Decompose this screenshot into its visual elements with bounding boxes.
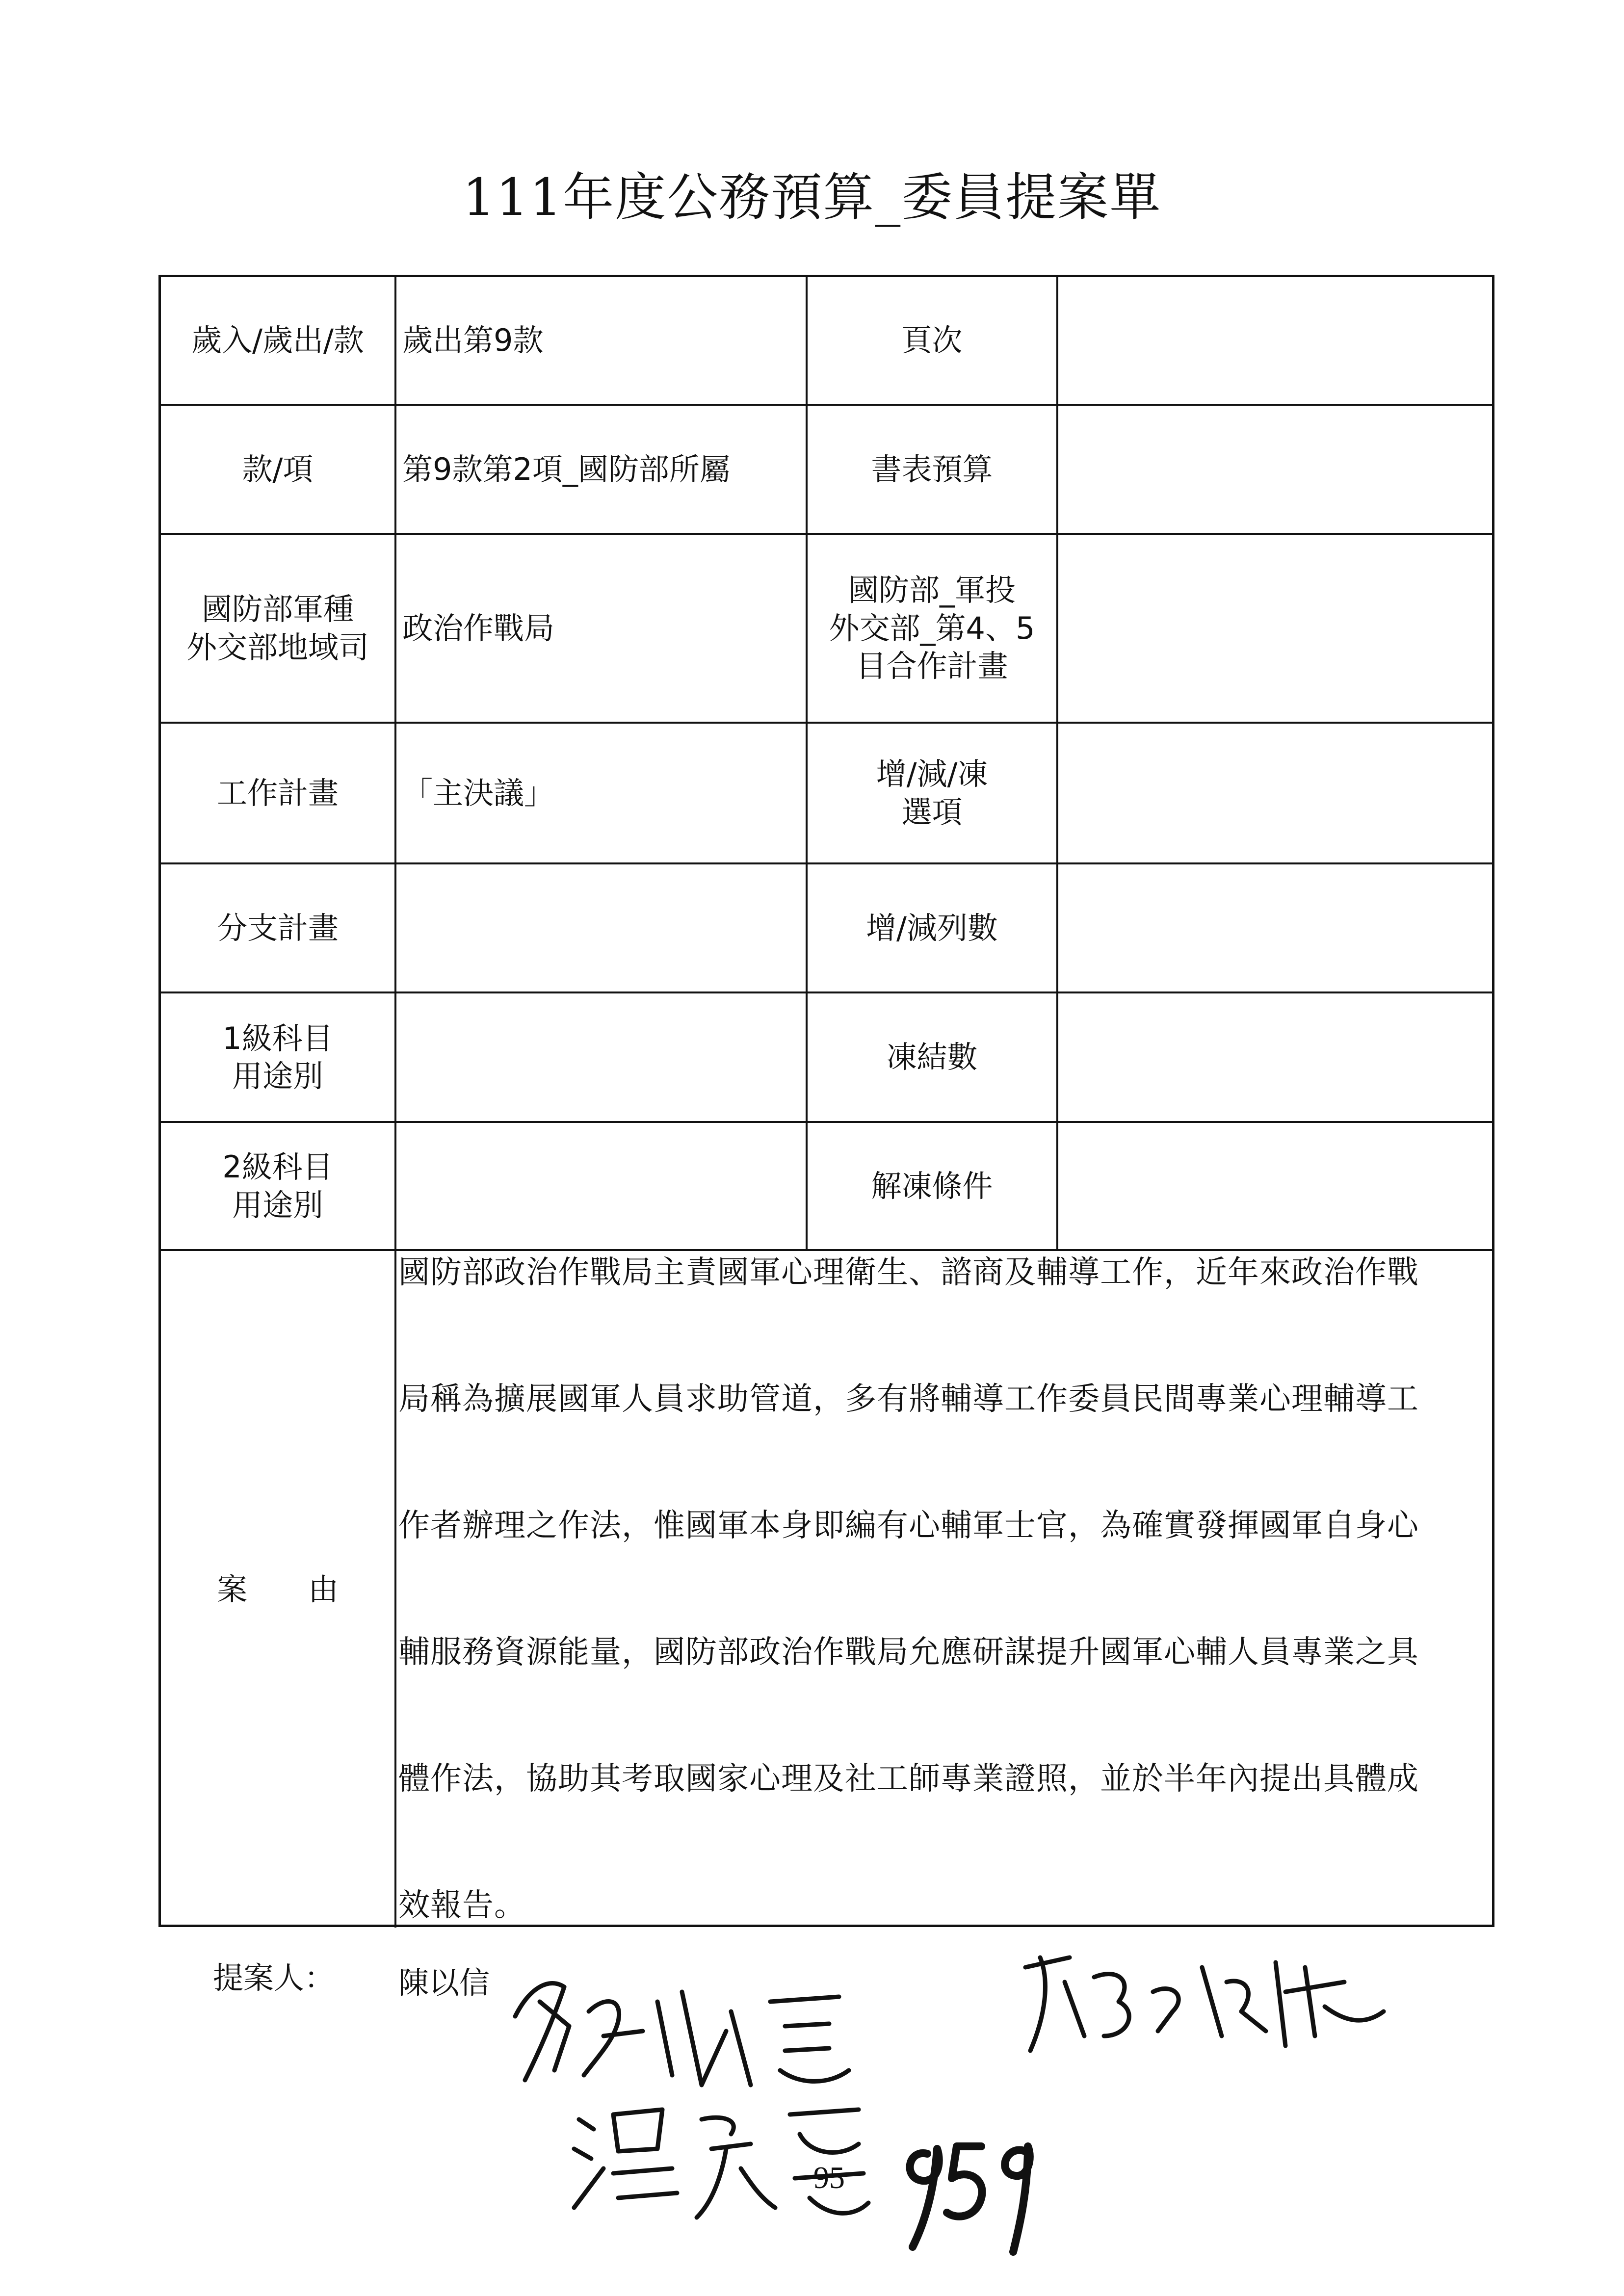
row-value-frozen-amount (1058, 993, 1494, 1121)
row-value-section-item: 第9款第2項_國防部所屬 (402, 451, 730, 487)
row-value-table-budget (1058, 406, 1494, 533)
row-label-sub-plan: 分支計畫 (216, 910, 339, 946)
row-value-service-branch: 政治作戰局 (402, 610, 555, 646)
proposer-label: 提案人： (213, 1960, 335, 1996)
reason-line: 輔服務資源能量，國防部政治作戰局允應研謀提升國軍心輔人員專業之具 (398, 1634, 1419, 1670)
row-label-level2-subject: 2級科目 用途別 (222, 1149, 333, 1223)
row-label-unfreeze-condition: 解凍條件 (871, 1168, 993, 1204)
row-value-military-investment (1058, 535, 1494, 722)
row-label-military-investment: 國防部_軍投 外交部_第4、5 目合作計畫 (829, 572, 1035, 684)
row-label-section-item: 款/項 (242, 451, 314, 487)
grid-line (394, 1249, 396, 1928)
row-label-budget-type: 歲入/歲出/款 (191, 322, 364, 359)
reason-line: 局稱為擴展國軍人員求助管道，多有將輔導工作委員民間專業心理輔導工 (398, 1381, 1419, 1417)
row-label-level1-subject: 1級科目 用途別 (222, 1020, 333, 1094)
reason-line: 效報告。 (398, 1887, 526, 1924)
row-value-level2-subject (396, 1123, 806, 1249)
row-value-work-plan: 「主決議」 (402, 775, 555, 811)
handwritten-signature (496, 1957, 898, 2105)
row-label-option: 增/減/凍 選項 (876, 756, 988, 830)
row-label-table-budget: 書表預算 (871, 451, 993, 487)
reason-line: 體作法，協助其考取國家心理及社工師專業證照，並於半年內提出具體成 (398, 1761, 1419, 1797)
handwritten-signature (564, 2085, 878, 2232)
row-value-page (1058, 277, 1494, 404)
row-label-frozen-amount: 凍結數 (886, 1039, 978, 1075)
handwritten-signature (1011, 1938, 1393, 2065)
document-title: 111年度公務預算_委員提案單 (462, 167, 1162, 227)
row-value-level1-subject (396, 993, 806, 1121)
handwritten-page-number (893, 2124, 1040, 2262)
row-label-page: 頁次 (901, 322, 963, 359)
reason-line: 國防部政治作戰局主責國軍心理衛生、諮商及輔導工作，近年來政治作戰 (398, 1254, 1419, 1291)
proposal-form-table (158, 275, 1494, 1927)
row-label-service-branch: 國防部軍種 外交部地域司 (186, 591, 369, 665)
reason-label: 案 由 (216, 1571, 339, 1607)
row-value-option (1058, 724, 1494, 862)
row-value-unfreeze-condition (1058, 1123, 1494, 1249)
row-value-adjust-amount (1058, 864, 1494, 991)
row-value-sub-plan (396, 864, 806, 991)
row-label-adjust-amount: 增/減列數 (866, 910, 998, 946)
row-label-work-plan: 工作計畫 (216, 775, 339, 811)
proposer-name: 陳以信 (398, 1965, 490, 2001)
row-value-budget-type: 歲出第9款 (402, 322, 544, 359)
reason-line: 作者辦理之作法，惟國軍本身即編有心輔軍士官，為確實發揮國軍自身心 (398, 1508, 1419, 1544)
page-number: 95 (813, 2160, 845, 2195)
